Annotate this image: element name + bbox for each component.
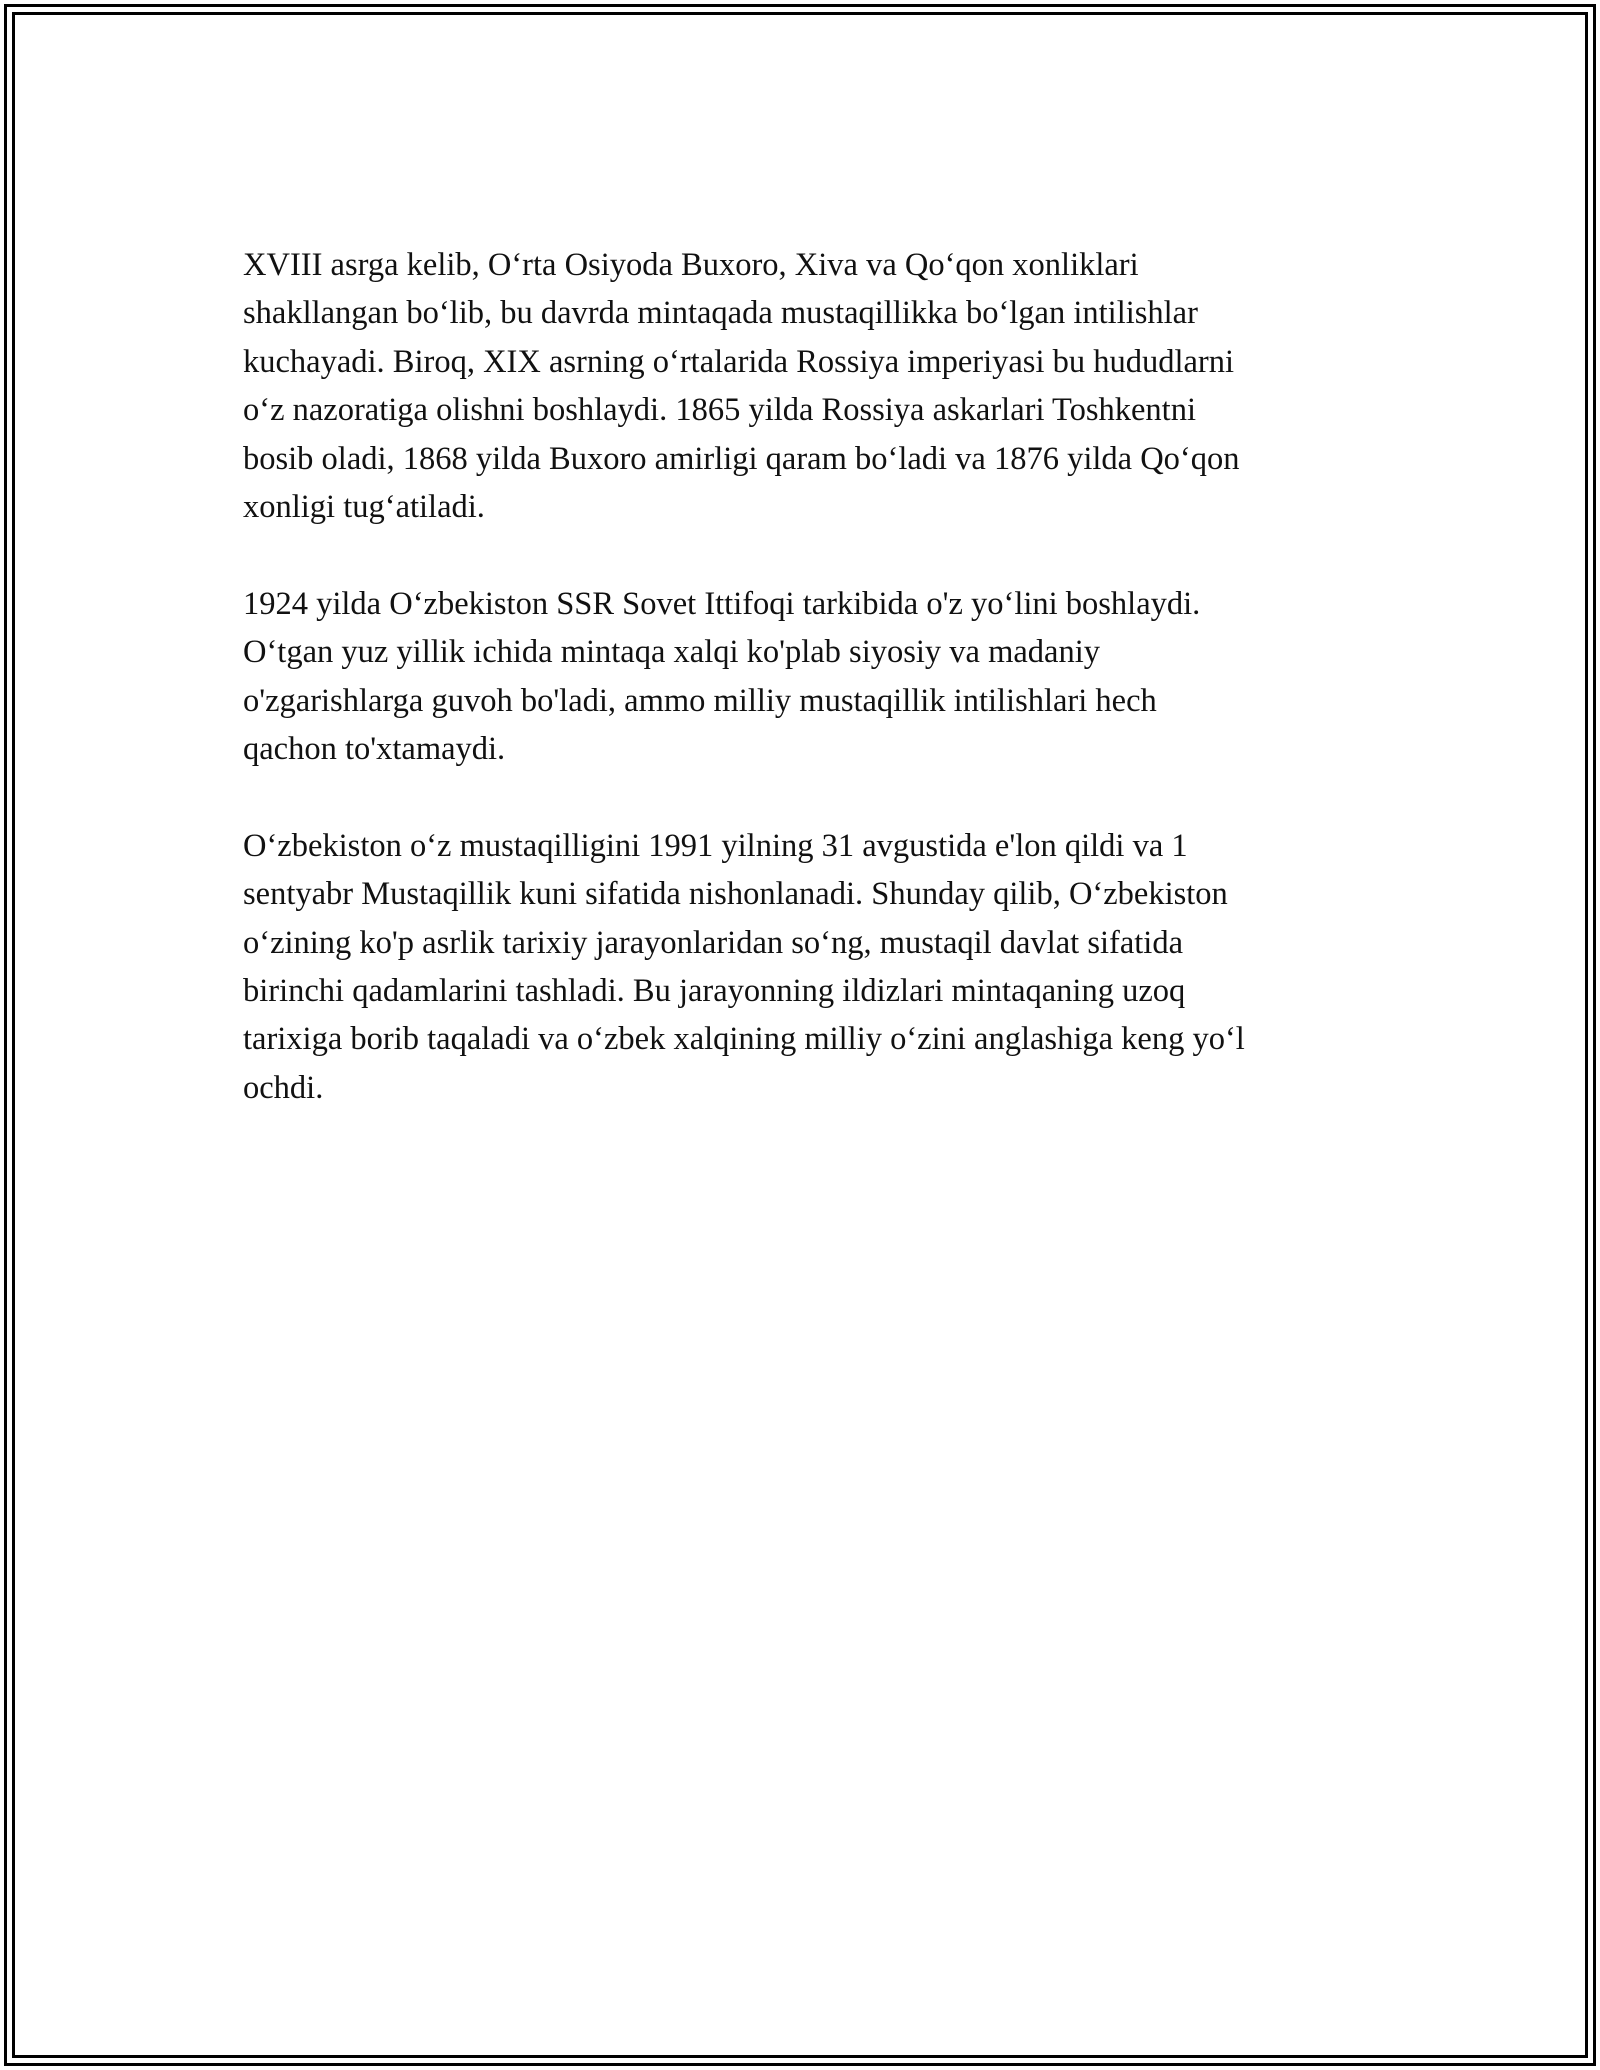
page-border xyxy=(4,4,1596,2066)
document-body xyxy=(243,241,1403,1161)
paragraph-1: XVIII asrga kelib, O‘rta Osiyoda Buxoro, Xiva va Qo‘qon xonliklari shakllangan bo‘lib, bu davrda mintaqada mustaqillikka bo‘lgan intilishlar kuchayadi. Biroq, XIX asrning o‘rtalarida Rossiya imperiyasi bu hududlarni o‘z nazoratiga olishni boshlaydi. 1865 yilda Rossiya askarlari Toshkentni bosib oladi, 1868 yilda Buxoro amirligi qaram bo‘ladi va 1876 yilda Qo‘qon xonligi tug‘atiladi. xyxy=(243,247,1240,526)
paragraph-2: 1924 yilda O‘zbekiston SSR Sovet Ittifoqi tarkibida o'z yo‘lini boshlaydi. O‘tgan yuz yillik ichida mintaqa xalqi ko'plab siyosiy va madaniy o'zgarishlarga guvoh bo'ladi, ammo milliy mustaqillik intilishlari hech qachon to'xtamaydi. xyxy=(243,585,1201,768)
paragraph-3: O‘zbekiston o‘z mustaqilligini 1991 yilning 31 avgustida e'lon qildi va 1 sentyabr Mustaqillik kuni sifatida nishonlanadi. Shunday qilib, O‘zbekiston o‘zining ko'p asrlik tarixiy jarayonlaridan so‘ng, mustaqil davlat sifatida birinchi qadamlarini tashladi. Bu jarayonning ildizlari mintaqaning uzoq tarixiga borib taqaladi va o‘zbek xalqining milliy o‘zini anglashiga keng yo‘l ochdi. xyxy=(243,827,1245,1106)
